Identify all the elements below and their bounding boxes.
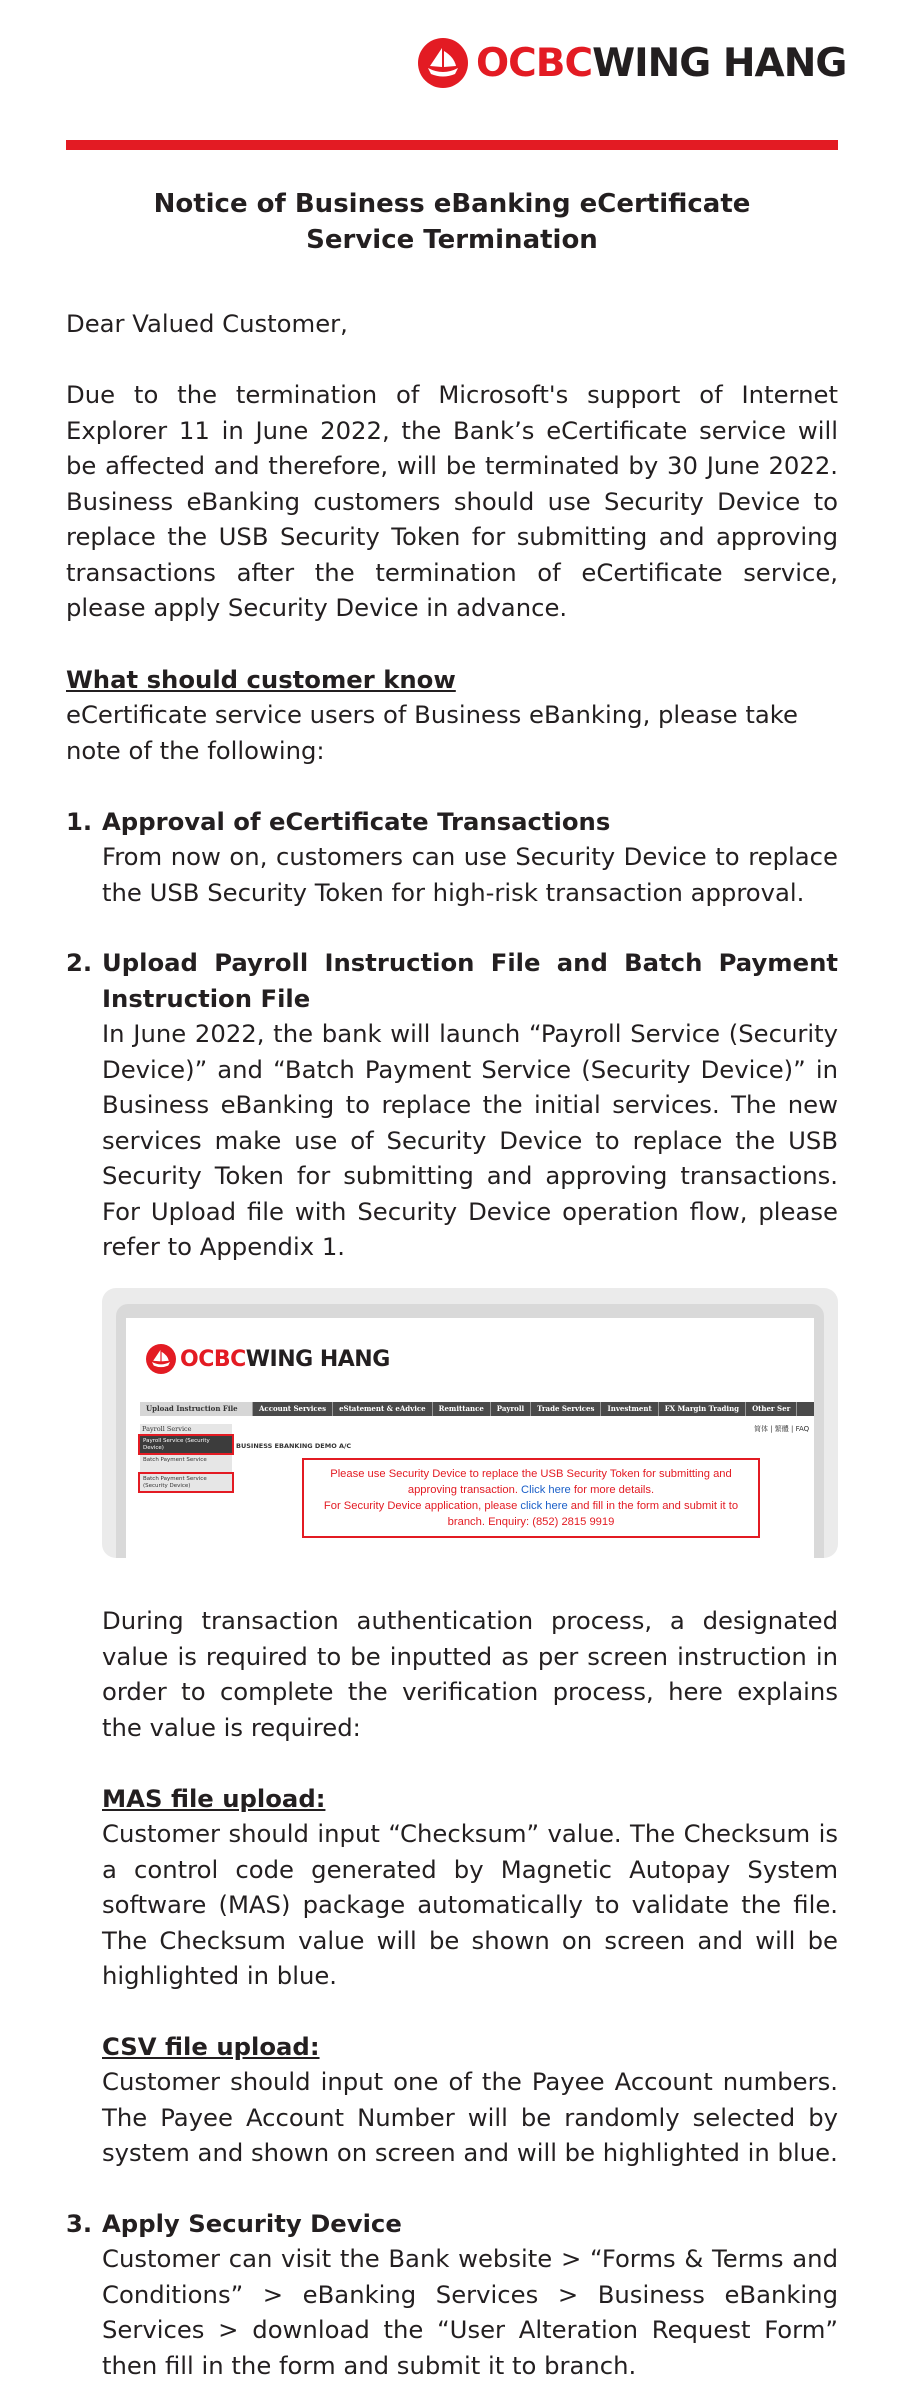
sidebar-item-payroll-security-device[interactable]: Payroll Service (Security Device) (140, 1436, 232, 1453)
sidebar-item-batch-payment[interactable]: Batch Payment Service (140, 1455, 232, 1472)
junk-boat-logo-icon (418, 38, 468, 88)
mas-heading-text: MAS file upload: (102, 1784, 326, 1813)
item-3-heading: Apply Security Device (102, 2209, 402, 2238)
screenshot-sidebar (140, 1424, 232, 1491)
tab-other-services[interactable]: Other Ser (746, 1402, 797, 1416)
screenshot-logo-ocbc: OCBC (180, 1346, 246, 1372)
csv-paragraph: Customer should input one of the Payee Account numbers. The Payee Account Number will be randomly selected by system and shown on screen and will be highlighted in blue. (102, 2067, 838, 2167)
screenshot-logo (146, 1344, 390, 1374)
know-heading (66, 662, 838, 698)
tab-trade-services[interactable]: Trade Services (531, 1402, 601, 1416)
screenshot-logo-wing-hang: WING HANG (245, 1346, 390, 1372)
ocbc-wing-hang-logo (418, 38, 846, 88)
tab-account-services[interactable]: Account Services (253, 1402, 333, 1416)
know-heading-text: What should customer know (66, 665, 456, 694)
screenshot-nav-bar (140, 1402, 814, 1416)
csv-heading (102, 2029, 838, 2065)
intro-paragraph: Due to the termination of Microsoft's support of Internet Explorer 11 in June 2022, the Bank’s eCertificate service will be affected and therefore, will be terminated by 30 June 2022. Business eBanking customers should use Security Device to replace the USB Security Token for submitting and approving transactions after the termination of eCertificate service, please apply Security Device in advance. (66, 380, 838, 622)
tab-upload-instruction-file[interactable]: Upload Instruction File (140, 1402, 253, 1416)
notice-text-2: for more details. (570, 1484, 655, 1496)
mas-heading (102, 1781, 838, 1817)
greeting: Dear Valued Customer, (66, 309, 348, 338)
tab-investment[interactable]: Investment (601, 1402, 658, 1416)
know-paragraph: eCertificate service users of Business eBanking, please take note of the following: (66, 700, 798, 765)
item-3-number: 3. (66, 2209, 93, 2238)
notice-text-1: Please use Security Device to replace the USB Security Token for submitting and approving transaction. (330, 1468, 732, 1496)
sidebar-item-batch-payment-security-device[interactable]: Batch Payment Service (Security Device) (140, 1474, 232, 1491)
notice-click-here-link[interactable]: Click here (521, 1484, 571, 1496)
ebanking-screenshot (102, 1288, 838, 1558)
sidebar-header: Payroll Service (140, 1424, 232, 1434)
junk-boat-logo-icon (146, 1344, 176, 1374)
screenshot-content (126, 1318, 814, 1558)
item-2-number: 2. (66, 948, 93, 977)
security-device-notice (302, 1458, 760, 1538)
item-1-number: 1. (66, 807, 93, 836)
logo-wordmark (476, 41, 846, 86)
logo-ocbc-text: OCBC (476, 40, 593, 86)
csv-heading-text: CSV file upload: (102, 2032, 320, 2061)
tab-estatement-eadvice[interactable]: eStatement & eAdvice (333, 1402, 433, 1416)
tab-fx-margin-trading[interactable]: FX Margin Trading (659, 1402, 746, 1416)
screenshot-logo-wordmark (180, 1347, 390, 1372)
tab-remittance[interactable]: Remittance (433, 1402, 491, 1416)
item-1-heading: Approval of eCertificate Transactions (102, 807, 611, 836)
logo-wing-hang-text: WING HANG (592, 40, 847, 86)
item-3-text: Customer can visit the Bank website > “Forms & Terms and Conditions” > eBanking Services > Business eBanking Services > download the “User Alteration Request Form” then fill in the form and submit it to branch. (102, 2244, 838, 2380)
item-1-text: From now on, customers can use Security Device to replace the USB Security Token for high-risk transaction approval. (102, 842, 838, 907)
notice-application-link[interactable]: click here (520, 1500, 568, 1512)
notice-text-3: For Security Device application, please (323, 1500, 521, 1512)
title-line-1: Notice of Business eBanking eCertificate (153, 189, 751, 219)
account-label: BUSINESS EBANKING DEMO A/C (236, 1442, 352, 1450)
notice-title (66, 186, 838, 258)
item-2-text: In June 2022, the bank will launch “Payroll Service (Security Device)” and “Batch Payment Service (Security Device)” in Business eBanking to replace the initial services. The new services make use of Security Device to replace the USB Security Token for submitting and approving transactions. For Upload file with Security Device operation flow, please refer to Appendix 1. (102, 1019, 838, 1261)
title-line-2: Service Termination (306, 225, 598, 255)
header-divider (66, 140, 838, 150)
tab-payroll[interactable]: Payroll (491, 1402, 531, 1416)
screenshot-utility-links[interactable]: 简体 | 繁體 | FAQ (754, 1425, 810, 1433)
notice-text-4: and fill in the form and submit it to branch. Enquiry: (852) 2815 9919 (447, 1500, 739, 1528)
mas-paragraph: Customer should input “Checksum” value. The Checksum is a control code generated by Magnetic Autopay System software (MAS) package automatically to validate the file. The Checksum value will be shown on screen and will be highlighted in blue. (102, 1819, 838, 1990)
auth-paragraph: During transaction authentication process, a designated value is required to be inputted as per screen instruction in order to complete the verification process, here explains the value is required: (102, 1606, 838, 1742)
item-2-heading: Upload Payroll Instruction File and Batch Payment Instruction File (102, 948, 838, 1013)
